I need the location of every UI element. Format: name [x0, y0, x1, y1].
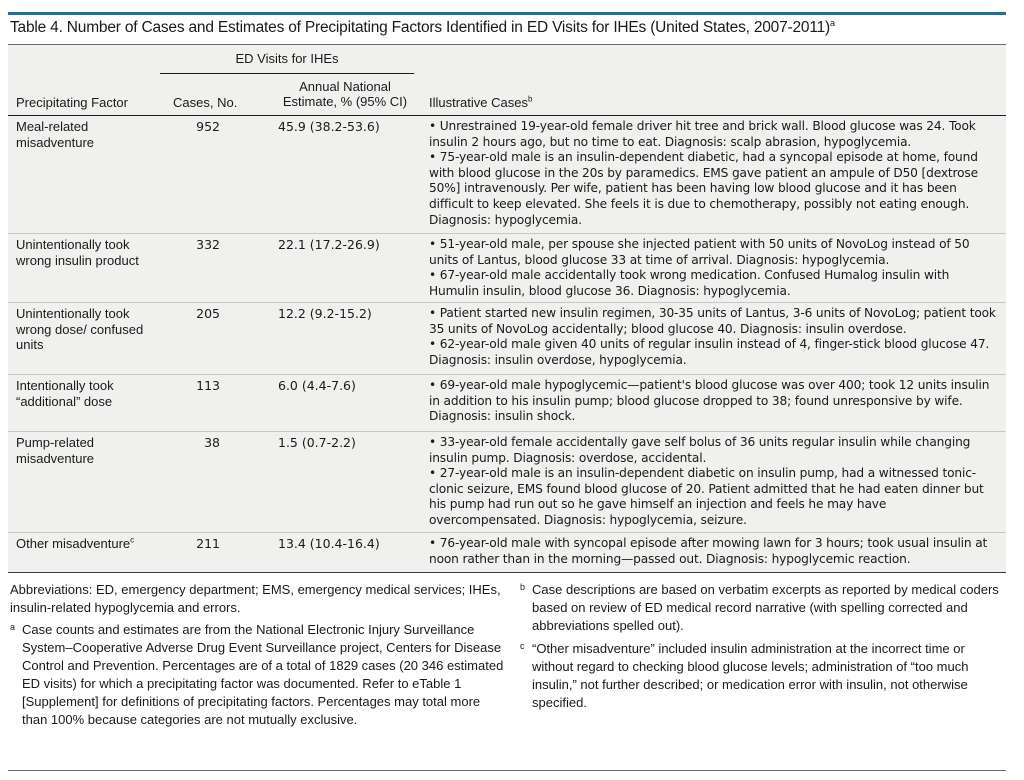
header-illustrative-cases [429, 95, 532, 110]
cell-cases-count: 205 [196, 306, 220, 321]
footnote-c-marker: c [520, 641, 525, 651]
header-illustrative-label: Illustrative Cases [429, 95, 528, 110]
cell-annual-estimate: 13.4 (10.4-16.4) [278, 536, 380, 551]
cell-annual-estimate: 22.1 (17.2-26.9) [278, 237, 380, 252]
cell-annual-estimate: 6.0 (4.4-7.6) [278, 378, 356, 393]
illustrative-case-entry: • 51-year-old male, per spouse she injected patient with 50 units of NovoLog instead of 50 units of Lantus, blood glucose 33 at time of arrival. Diagnosis: hypoglycemia. [429, 237, 970, 267]
cell-cases-count: 952 [196, 119, 220, 134]
cell-illustrative-cases [429, 378, 1001, 425]
illustrative-case-entry: • Patient started new insulin regimen, 30-35 units of Lantus, 3-6 units of NovoLog; patient took 35 units of NovoLog accidentally; blood glucose 40. Diagnosis: insulin overdose. [429, 306, 996, 336]
factor-label: Meal-related misadventure [16, 119, 95, 150]
header-estimate-line1: Annual National [299, 79, 391, 94]
table-title-text: Table 4. Number of Cases and Estimates of Precipitating Factors Identified in ED Visits for IHEs (United States, 2007-2011) [10, 19, 830, 36]
footnote-a [10, 621, 505, 729]
footnote-c-text: “Other misadventure” included insulin administration at the incorrect time or without regard to checking blood glucose levels; administration of “too much insulin,” not further described; or medication error with insulin, not otherwise specified. [532, 641, 969, 710]
cell-cases-count: 332 [196, 237, 220, 252]
header-illustrative-marker: b [527, 94, 533, 104]
factor-label: Intentionally took “additional” dose [16, 378, 114, 409]
cell-annual-estimate: 45.9 (38.2-53.6) [278, 119, 380, 134]
cell-illustrative-cases [429, 119, 1001, 228]
cell-cases-count: 113 [196, 378, 220, 393]
footnote-b-text: Case descriptions are based on verbatim excerpts as reported by medical coders based on review of ED medical record narrative (with spelling corrected and abbreviations spelled out). [532, 582, 999, 633]
illustrative-case-entry: • Unrestrained 19-year-old female driver hit tree and brick wall. Blood glucose was 24. Took insulin 2 hours ago, but no time to eat. Diagnosis: scalp abrasion, hypoglycemia. [429, 119, 976, 149]
row-divider [8, 374, 1006, 375]
illustrative-case-entry: • 27-year-old male is an insulin-dependent diabetic on insulin pump, had a witnessed tonic-clonic seizure, EMS found blood glucose of 20. Patient admitted that he had eaten dinner but his pump had run out so he gave himself an injection and feels he may have overcompensated. Diagnosis: hypoglycemia, seizure. [429, 466, 984, 527]
cell-cases-count: 211 [196, 536, 220, 551]
header-cases: Cases, No. [173, 95, 238, 110]
row-divider [8, 532, 1006, 533]
cell-cases-count: 38 [204, 435, 220, 450]
cell-annual-estimate: 1.5 (0.7-2.2) [278, 435, 356, 450]
data-table [8, 44, 1006, 573]
cell-precipitating-factor [16, 306, 156, 353]
illustrative-case-entry: • 75-year-old male is an insulin-dependent diabetic, had a syncopal episode at home, found with blood glucose in the 20s by paramedics. EMS gave patient an ampule of D50 [dextrose 50%] intravenously. Per wife, patient has been having low blood glucose and it has been difficult to keep elevated. She feels it is due to chemotherapy, possibly not eating enough. Diagnosis: hypoglycemia. [429, 150, 978, 227]
row-divider [8, 302, 1006, 303]
illustrative-case-entry: • 76-year-old male with syncopal episode after mowing lawn for 3 hours; took usual insulin at noon rather than in the morning—passed out. Diagnosis: hypoglycemic reaction. [429, 536, 988, 566]
illustrative-case-entry: • 69-year-old male hypoglycemic—patient's blood glucose was over 400; took 12 units insulin in addition to his insulin pump; blood glucose dropped to 38; found unresponsive by wife. Diagnosis: insulin shock. [429, 378, 990, 424]
cell-precipitating-factor [16, 435, 156, 466]
header-rule [8, 115, 1006, 116]
footnote-a-marker: a [10, 622, 16, 632]
factor-label: Unintentionally took wrong dose/ confused units [16, 306, 144, 353]
cell-illustrative-cases [429, 306, 1001, 368]
bottom-rule [8, 770, 1006, 771]
cell-precipitating-factor [16, 378, 156, 409]
abbreviations-note: Abbreviations: ED, emergency department; EMS, emergency medical services; IHEs, insulin-related hypoglycemia and errors. [10, 582, 501, 615]
header-estimate-line2: Estimate, % (95% CI) [282, 94, 408, 109]
header-annual-estimate [270, 79, 420, 109]
cell-precipitating-factor [16, 119, 156, 150]
footnote-a-text: Case counts and estimates are from the National Electronic Injury Surveillance System–Cooperative Adverse Drug Event Surveillance project, Centers for Disease Control and Prevention. Percentages are of a total of 1829 cases (20 346 estimated ED visits) for which a precipitating factor was documented. Refer to eTable 1 [Supplement] for definitions of precipitating factors. Percentages may total more than 100% because categories are not mutually exclusive. [22, 622, 504, 727]
cell-precipitating-factor [16, 536, 156, 552]
title-footnote-marker: a [829, 17, 835, 28]
table-title [10, 19, 1006, 37]
row-divider [8, 233, 1006, 234]
row-divider [8, 431, 1006, 432]
illustrative-case-entry: • 67-year-old male accidentally took wrong medication. Confused Humalog insulin with Humulin insulin, blood glucose 36. Diagnosis: hypoglycemia. [429, 268, 950, 298]
cell-annual-estimate: 12.2 (9.2-15.2) [278, 306, 372, 321]
column-group-header: ED Visits for IHEs [235, 51, 339, 66]
illustrative-case-entry: • 33-year-old female accidentally gave self bolus of 36 units regular insulin while changing insulin pump. Diagnosis: overdose, accidental. [429, 435, 971, 465]
footnote-b [520, 581, 1004, 635]
factor-label: Other misadventure [16, 536, 131, 551]
footnotes-right [520, 581, 1004, 712]
cell-precipitating-factor [16, 237, 156, 268]
illustrative-case-entry: • 62-year-old male given 40 units of regular insulin instead of 4, finger-stick blood glucose 47. Diagnosis: insulin overdose, hypoglycemia. [429, 337, 990, 367]
header-precipitating-factor: Precipitating Factor [16, 95, 128, 110]
factor-label: Unintentionally took wrong insulin product [16, 237, 139, 268]
footnotes-left [10, 581, 505, 729]
title-accent-rule [8, 12, 1006, 15]
footnote-c [520, 640, 1004, 712]
cell-illustrative-cases [429, 435, 1001, 529]
cell-illustrative-cases [429, 237, 1001, 299]
factor-label: Pump-related misadventure [16, 435, 95, 466]
factor-footnote-marker: c [130, 535, 135, 545]
footnote-b-marker: b [520, 582, 526, 592]
column-group-rule [160, 73, 414, 74]
cell-illustrative-cases [429, 536, 1001, 567]
